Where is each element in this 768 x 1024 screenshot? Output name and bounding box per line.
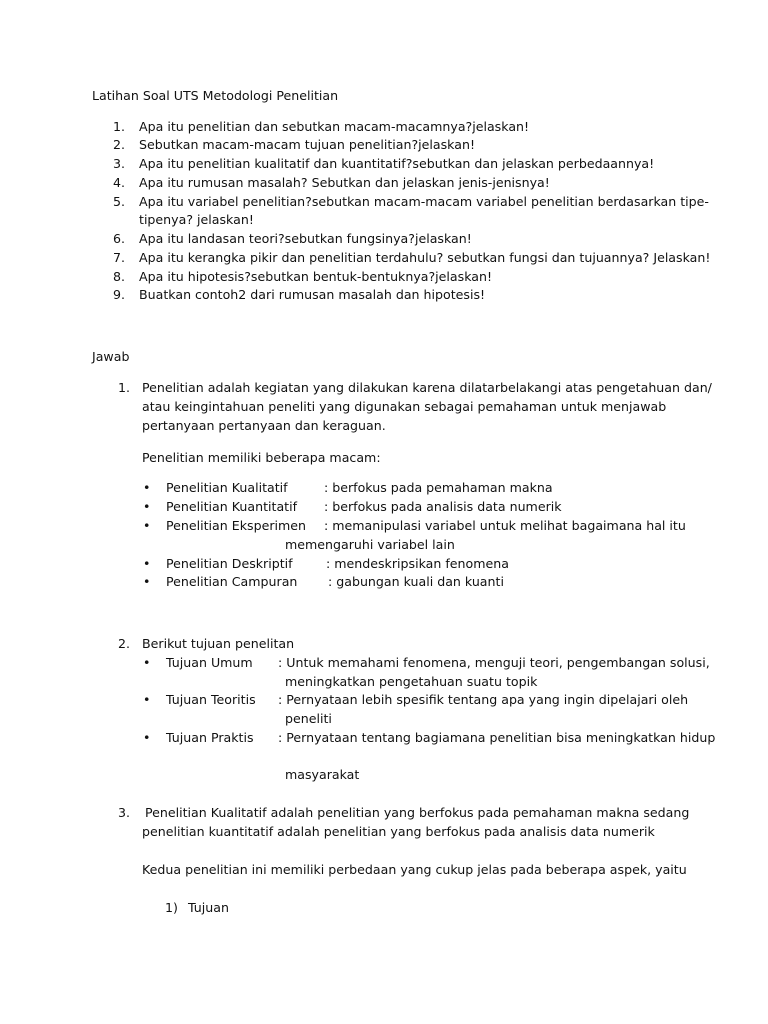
question-text: Apa itu penelitian dan sebutkan macam-macamnya?jelaskan! bbox=[139, 119, 530, 134]
list-description-continued: peneliti bbox=[285, 711, 332, 726]
answer-text: penelitian kuantitatif adalah penelitian yang berfokus pada analisis data numerik bbox=[142, 824, 655, 839]
list-description: : berfokus pada analisis data numerik bbox=[324, 499, 562, 514]
sub-item-label: Tujuan bbox=[188, 900, 229, 915]
list-term: Penelitian Deskriptif bbox=[166, 556, 293, 571]
answer-paragraph: Kedua penelitian ini memiliki perbedaan yang cukup jelas pada beberapa aspek, yaitu bbox=[142, 862, 687, 877]
question-number: 2. bbox=[113, 137, 126, 152]
question-number: 1. bbox=[113, 119, 126, 134]
question-text-continued: tipenya? jelaskan! bbox=[139, 212, 254, 227]
list-description: : gabungan kuali dan kuanti bbox=[328, 574, 504, 589]
question-text: Apa itu penelitian kualitatif dan kuantitatif?sebutkan dan jelaskan perbedaannya! bbox=[139, 156, 655, 171]
list-term: Tujuan Praktis bbox=[166, 730, 254, 745]
question-number: 3. bbox=[113, 156, 126, 171]
answer-heading-text: Berikut tujuan penelitan bbox=[142, 636, 295, 651]
list-description: : memanipulasi variabel untuk melihat bagaimana hal itu bbox=[324, 518, 686, 533]
question-number: 6. bbox=[113, 231, 126, 246]
list-description-continued: meningkatkan pengetahuan suatu topik bbox=[285, 674, 538, 689]
answer-number: 2. bbox=[118, 636, 131, 651]
list-term: Tujuan Umum bbox=[166, 655, 253, 670]
list-description: : Pernyataan tentang bagiamana penelitian bisa meningkatkan hidup bbox=[278, 730, 716, 745]
question-number: 9. bbox=[113, 287, 126, 302]
bullet-icon: • bbox=[143, 730, 151, 745]
bullet-icon: • bbox=[143, 518, 151, 533]
bullet-icon: • bbox=[143, 480, 151, 495]
list-description: : berfokus pada pemahaman makna bbox=[324, 480, 553, 495]
bullet-icon: • bbox=[143, 574, 151, 589]
document-title: Latihan Soal UTS Metodologi Penelitian bbox=[92, 88, 339, 103]
list-description: : Pernyataan lebih spesifik tentang apa yang ingin dipelajari oleh bbox=[278, 692, 689, 707]
answer-number: 3. bbox=[118, 805, 131, 820]
answer-heading: Jawab bbox=[92, 349, 130, 364]
bullet-icon: • bbox=[143, 692, 151, 707]
answer-text: atau keingintahuan peneliti yang digunakan sebagai pemahaman untuk menjawab bbox=[142, 399, 667, 414]
question-text: Sebutkan macam-macam tujuan penelitian?jelaskan! bbox=[139, 137, 476, 152]
bullet-icon: • bbox=[143, 499, 151, 514]
list-term: Penelitian Kualitatif bbox=[166, 480, 288, 495]
question-text: Apa itu hipotesis?sebutkan bentuk-bentuknya?jelaskan! bbox=[139, 269, 493, 284]
list-term: Penelitian Kuantitatif bbox=[166, 499, 298, 514]
answer-intro: Penelitian memiliki beberapa macam: bbox=[142, 450, 381, 465]
answer-number: 1. bbox=[118, 380, 131, 395]
list-description-continued: memengaruhi variabel lain bbox=[285, 537, 455, 552]
question-text: Apa itu kerangka pikir dan penelitian terdahulu? sebutkan fungsi dan tujuannya? Jelaskan! bbox=[139, 250, 711, 265]
question-text: Buatkan contoh2 dari rumusan masalah dan hipotesis! bbox=[139, 287, 486, 302]
bullet-icon: • bbox=[143, 655, 151, 670]
question-number: 7. bbox=[113, 250, 126, 265]
list-term: Penelitian Campuran bbox=[166, 574, 298, 589]
bullet-icon: • bbox=[143, 556, 151, 571]
list-description: : Untuk memahami fenomena, menguji teori, pengembangan solusi, bbox=[278, 655, 710, 670]
answer-text: pertanyaan pertanyaan dan keraguan. bbox=[142, 418, 386, 433]
question-number: 8. bbox=[113, 269, 126, 284]
question-text: Apa itu rumusan masalah? Sebutkan dan jelaskan jenis-jenisnya! bbox=[139, 175, 550, 190]
list-description-continued: masyarakat bbox=[285, 767, 360, 782]
question-number: 4. bbox=[113, 175, 126, 190]
list-description: : mendeskripsikan fenomena bbox=[326, 556, 509, 571]
sub-item-number: 1) bbox=[165, 900, 178, 915]
answer-text: Penelitian Kualitatif adalah penelitian yang berfokus pada pemahaman makna sedang bbox=[145, 805, 690, 820]
question-number: 5. bbox=[113, 194, 126, 209]
list-term: Tujuan Teoritis bbox=[166, 692, 256, 707]
list-term: Penelitian Eksperimen bbox=[166, 518, 306, 533]
question-text: Apa itu variabel penelitian?sebutkan macam-macam variabel penelitian berdasarkan tipe- bbox=[139, 194, 709, 209]
answer-text: Penelitian adalah kegiatan yang dilakukan karena dilatarbelakangi atas pengetahuan dan/ bbox=[142, 380, 712, 395]
question-text: Apa itu landasan teori?sebutkan fungsinya?jelaskan! bbox=[139, 231, 472, 246]
